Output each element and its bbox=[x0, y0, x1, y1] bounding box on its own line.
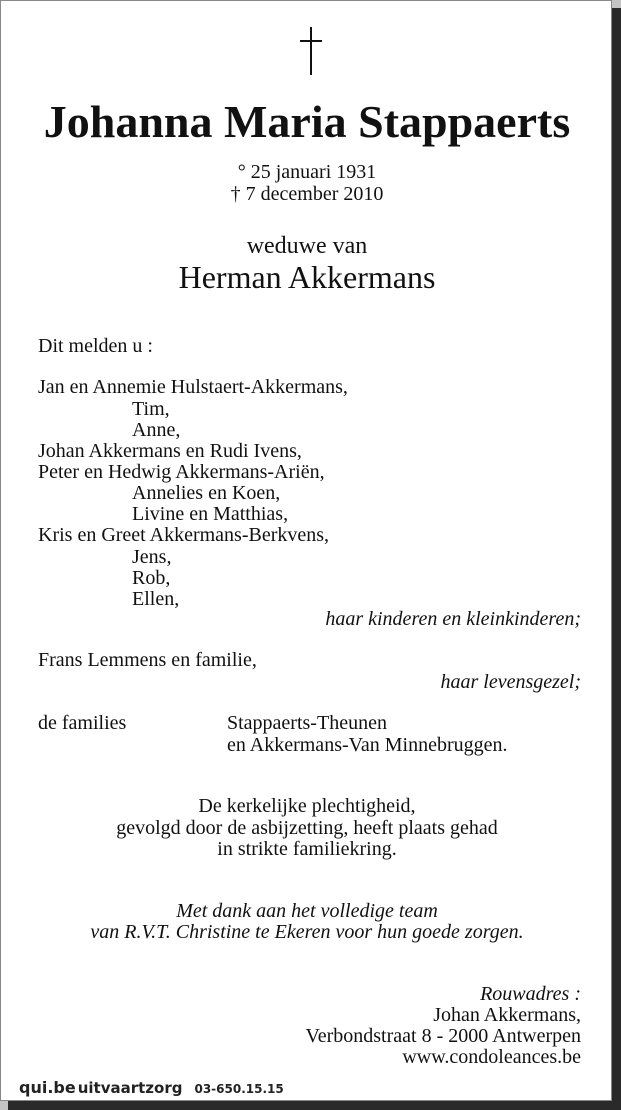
card-shadow-right bbox=[612, 8, 621, 1110]
ceremony-line: in strikte familiekring. bbox=[217, 838, 397, 860]
address-line: Verbondstraat 8 - 2000 Antwerpen bbox=[305, 1025, 581, 1047]
publisher-logo: qui.be bbox=[19, 1078, 76, 1097]
families-line: en Akkermans-Van Minnebruggen. bbox=[227, 734, 508, 756]
husband-name: Herman Akkermans bbox=[178, 259, 436, 295]
thanks-line: van R.V.T. Christine te Ekeren voor hun goede zorgen. bbox=[90, 921, 524, 943]
deceased-name: Johanna Maria Stappaerts bbox=[43, 96, 571, 147]
birth-date: ° 25 januari 1931 bbox=[237, 161, 377, 183]
publisher-subtitle: uitvaartzorg bbox=[77, 1079, 183, 1097]
family-line: Peter en Hedwig Akkermans-Ariën, bbox=[38, 461, 325, 483]
family-line: Anne, bbox=[132, 419, 181, 441]
partner-caption: haar levensgezel; bbox=[440, 671, 581, 693]
family-line: Johan Akkermans en Rudi Ivens, bbox=[38, 440, 302, 462]
thanks-line: Met dank aan het volledige team bbox=[176, 900, 438, 922]
death-date: † 7 december 2010 bbox=[230, 183, 384, 205]
partner-line: Frans Lemmens en familie, bbox=[38, 649, 257, 671]
address-website: www.condoleances.be bbox=[402, 1046, 581, 1068]
cross-icon bbox=[300, 27, 322, 75]
ceremony-line: De kerkelijke plechtigheid, bbox=[198, 795, 416, 817]
family-line: Tim, bbox=[132, 398, 170, 420]
publisher-footer bbox=[19, 1078, 284, 1097]
address-label: Rouwadres : bbox=[480, 983, 581, 1005]
family-line: Rob, bbox=[132, 567, 171, 589]
address-line: Johan Akkermans, bbox=[433, 1004, 581, 1026]
family-line: Livine en Matthias, bbox=[132, 503, 289, 525]
publisher-phone: 03-650.15.15 bbox=[194, 1082, 284, 1096]
family-line: Jens, bbox=[132, 546, 172, 568]
intro-text: Dit melden u : bbox=[38, 335, 153, 357]
family-line: Jan en Annemie Hulstaert-Akkermans, bbox=[38, 376, 348, 398]
widow-of-label: weduwe van bbox=[246, 233, 368, 259]
families-label: de families bbox=[38, 712, 127, 734]
children-caption: haar kinderen en kleinkinderen; bbox=[325, 608, 581, 630]
card-shadow-bottom bbox=[8, 1101, 621, 1110]
family-line: Ellen, bbox=[132, 588, 180, 610]
families-line: Stappaerts-Theunen bbox=[227, 712, 387, 734]
ceremony-line: gevolgd door de asbijzetting, heeft plaats gehad bbox=[116, 817, 498, 839]
family-line: Kris en Greet Akkermans-Berkvens, bbox=[38, 524, 330, 546]
family-line: Annelies en Koen, bbox=[132, 482, 281, 504]
